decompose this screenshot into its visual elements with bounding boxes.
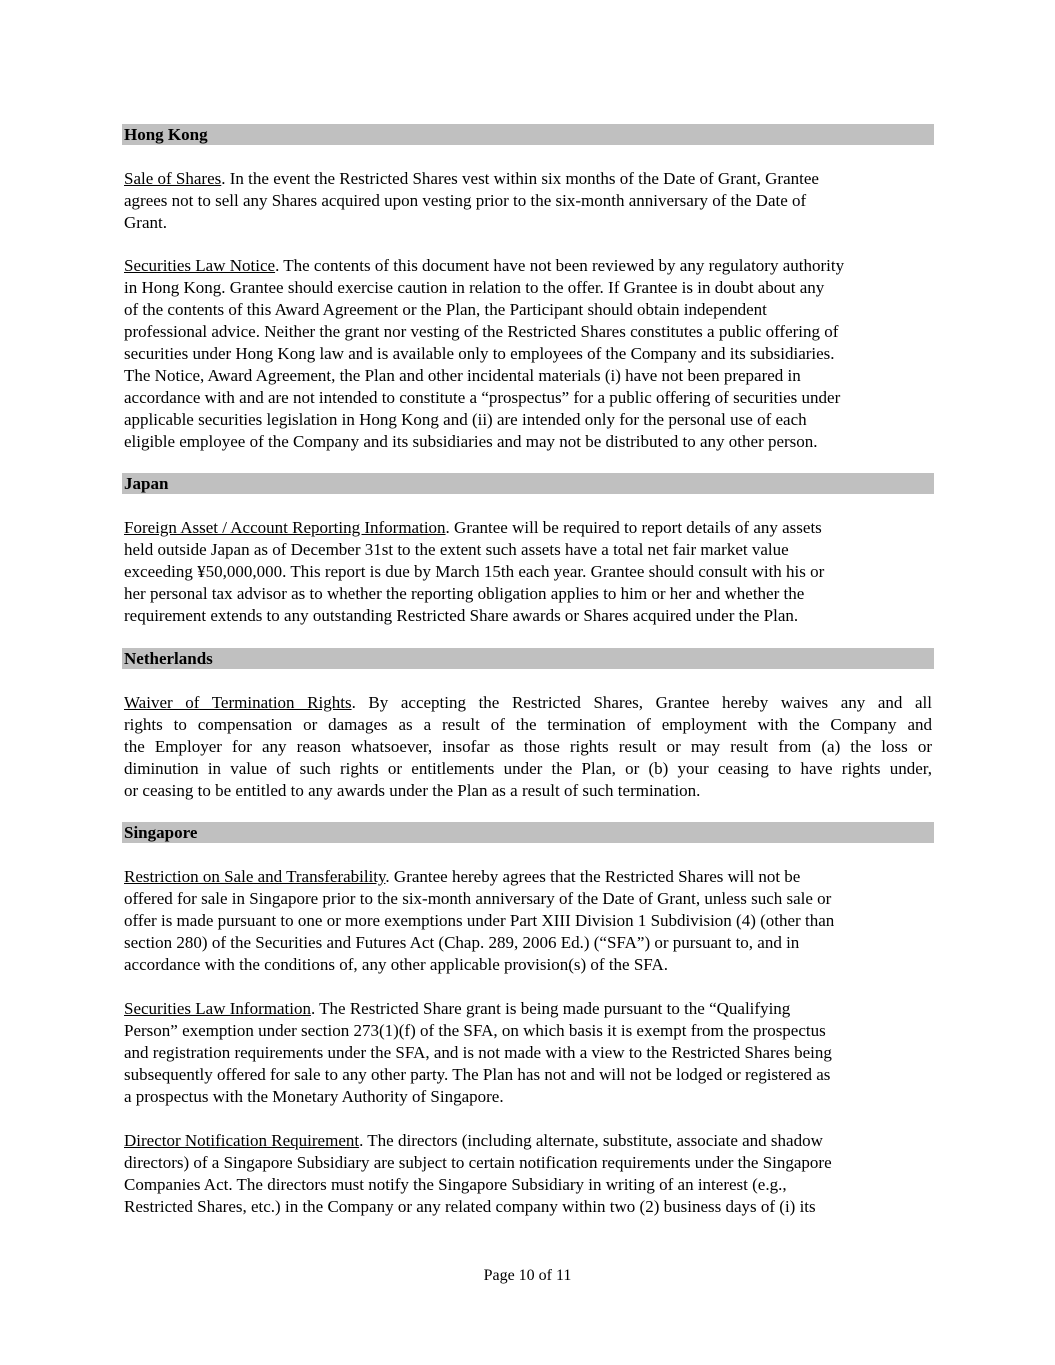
paragraph-foreign-asset-reporting: [124, 517, 824, 627]
paragraph-line: or ceasing to be entitled to any awards under the Plan as a result of such termination.: [124, 781, 701, 800]
paragraph-line: offer is made pursuant to one or more exemptions under Part XIII Division 1 Subdivision (4) (other than: [124, 911, 835, 930]
paragraph-waiver-of-termination-rights: [124, 692, 932, 802]
paragraph-line: securities under Hong Kong law and is available only to employees of the Company and its subsidiaries.: [124, 344, 835, 363]
paragraph-line: Grant.: [124, 213, 167, 232]
paragraph-heading: Securities Law Information: [124, 999, 311, 1018]
paragraph-line: [124, 998, 832, 1020]
paragraph-heading: Director Notification Requirement: [124, 1131, 360, 1150]
paragraph-line: Restricted Shares, etc.) in the Company or any related company within two (2) business days of (i) its: [124, 1197, 816, 1216]
paragraph-line: of the contents of this Award Agreement or the Plan, the Participant should obtain independent: [124, 300, 767, 319]
paragraph-line: [124, 692, 932, 714]
line-text: . Grantee hereby agrees that the Restricted Shares will not be: [385, 867, 801, 886]
paragraph-line: agrees not to sell any Shares acquired upon vesting prior to the six-month anniversary of the Date of: [124, 191, 807, 210]
paragraph-line: [124, 517, 824, 539]
paragraph-line: [124, 168, 819, 190]
paragraph-line: a prospectus with the Monetary Authority of Singapore.: [124, 1087, 504, 1106]
page-number: Page 10 of 11: [483, 1267, 572, 1284]
line-text: . The directors (including alternate, substitute, associate and shadow: [359, 1131, 823, 1150]
section-header-hong-kong: Hong Kong: [122, 124, 934, 145]
paragraph-line: the Employer for any reason whatsoever, insofar as those rights result or may result from (a) the loss or: [124, 737, 932, 756]
line-text: . In the event the Restricted Shares vest within six months of the Date of Grant, Grantee: [221, 169, 819, 188]
paragraph-line: Person” exemption under section 273(1)(f) of the SFA, on which basis it is exempt from the prospectus: [124, 1021, 826, 1040]
section-header-netherlands: Netherlands: [122, 648, 934, 669]
paragraph-line: offered for sale in Singapore prior to the six-month anniversary of the Date of Grant, unless such sale or: [124, 889, 832, 908]
paragraph-restriction-on-sale: [124, 866, 834, 976]
section-header-singapore: Singapore: [122, 822, 934, 843]
paragraph-sale-of-shares: [124, 168, 819, 234]
line-text: . Grantee will be required to report details of any assets: [445, 518, 822, 537]
paragraph-line: requirement extends to any outstanding Restricted Share awards or Shares acquired under the Plan.: [124, 606, 799, 625]
paragraph-line: subsequently offered for sale to any other party. The Plan has not and will not be lodged or registered as: [124, 1065, 831, 1084]
paragraph-line: [124, 255, 844, 277]
paragraph-heading: Foreign Asset / Account Reporting Information: [124, 518, 446, 537]
paragraph-line: directors) of a Singapore Subsidiary are subject to certain notification requirements under the Singapore: [124, 1153, 832, 1172]
paragraph-line: eligible employee of the Company and its subsidiaries and may not be distributed to any other person.: [124, 432, 818, 451]
line-text: . The contents of this document have not been reviewed by any regulatory authority: [275, 256, 845, 275]
paragraph-line: diminution in value of such rights or entitlements under the Plan, or (b) your ceasing to have rights under,: [124, 759, 932, 778]
paragraph-heading: Waiver of Termination Rights: [124, 693, 352, 712]
paragraph-line: exceeding ¥50,000,000. This report is due by March 15th each year. Grantee should consult with his or: [124, 562, 825, 581]
paragraph-line: [124, 1130, 832, 1152]
paragraph-line: held outside Japan as of December 31st to the extent such assets have a total net fair market value: [124, 540, 789, 559]
paragraph-heading: Restriction on Sale and Transferability: [124, 867, 386, 886]
paragraph-line: in Hong Kong. Grantee should exercise caution in relation to the offer. If Grantee is in doubt about any: [124, 278, 825, 297]
paragraph-heading: Securities Law Notice: [124, 256, 276, 275]
section-header-japan: Japan: [122, 473, 934, 494]
paragraph-line: professional advice. Neither the grant nor vesting of the Restricted Shares constitutes a public offering of: [124, 322, 839, 341]
paragraph-line: The Notice, Award Agreement, the Plan and other incidental materials (i) have not been prepared in: [124, 366, 801, 385]
paragraph-line: her personal tax advisor as to whether the reporting obligation applies to him or her and whether the: [124, 584, 805, 603]
paragraph-heading: Sale of Shares: [124, 169, 222, 188]
paragraph-line: accordance with the conditions of, any other applicable provision(s) of the SFA.: [124, 955, 669, 974]
line-text: . By accepting the Restricted Shares, Grantee hereby waives any and all: [351, 693, 932, 712]
paragraph-securities-law-information: [124, 998, 832, 1108]
paragraph-line: applicable securities legislation in Hong Kong and (ii) are intended only for the personal use of each: [124, 410, 807, 429]
paragraph-securities-law-notice: [124, 255, 844, 453]
paragraph-line: and registration requirements under the SFA, and is not made with a view to the Restricted Shares being: [124, 1043, 832, 1062]
paragraph-line: [124, 866, 834, 888]
paragraph-line: section 280) of the Securities and Futures Act (Chap. 289, 2006 Ed.) (“SFA”) or pursuant to, and in: [124, 933, 800, 952]
paragraph-line: accordance with and are not intended to constitute a “prospectus” for a public offering of securities under: [124, 388, 841, 407]
line-text: . The Restricted Share grant is being made pursuant to the “Qualifying: [310, 999, 791, 1018]
paragraph-line: rights to compensation or damages as a result of the termination of employment with the Company and: [124, 715, 932, 734]
paragraph-director-notification: [124, 1130, 832, 1218]
paragraph-line: Companies Act. The directors must notify the Singapore Subsidiary in writing of an interest (e.g.,: [124, 1175, 787, 1194]
